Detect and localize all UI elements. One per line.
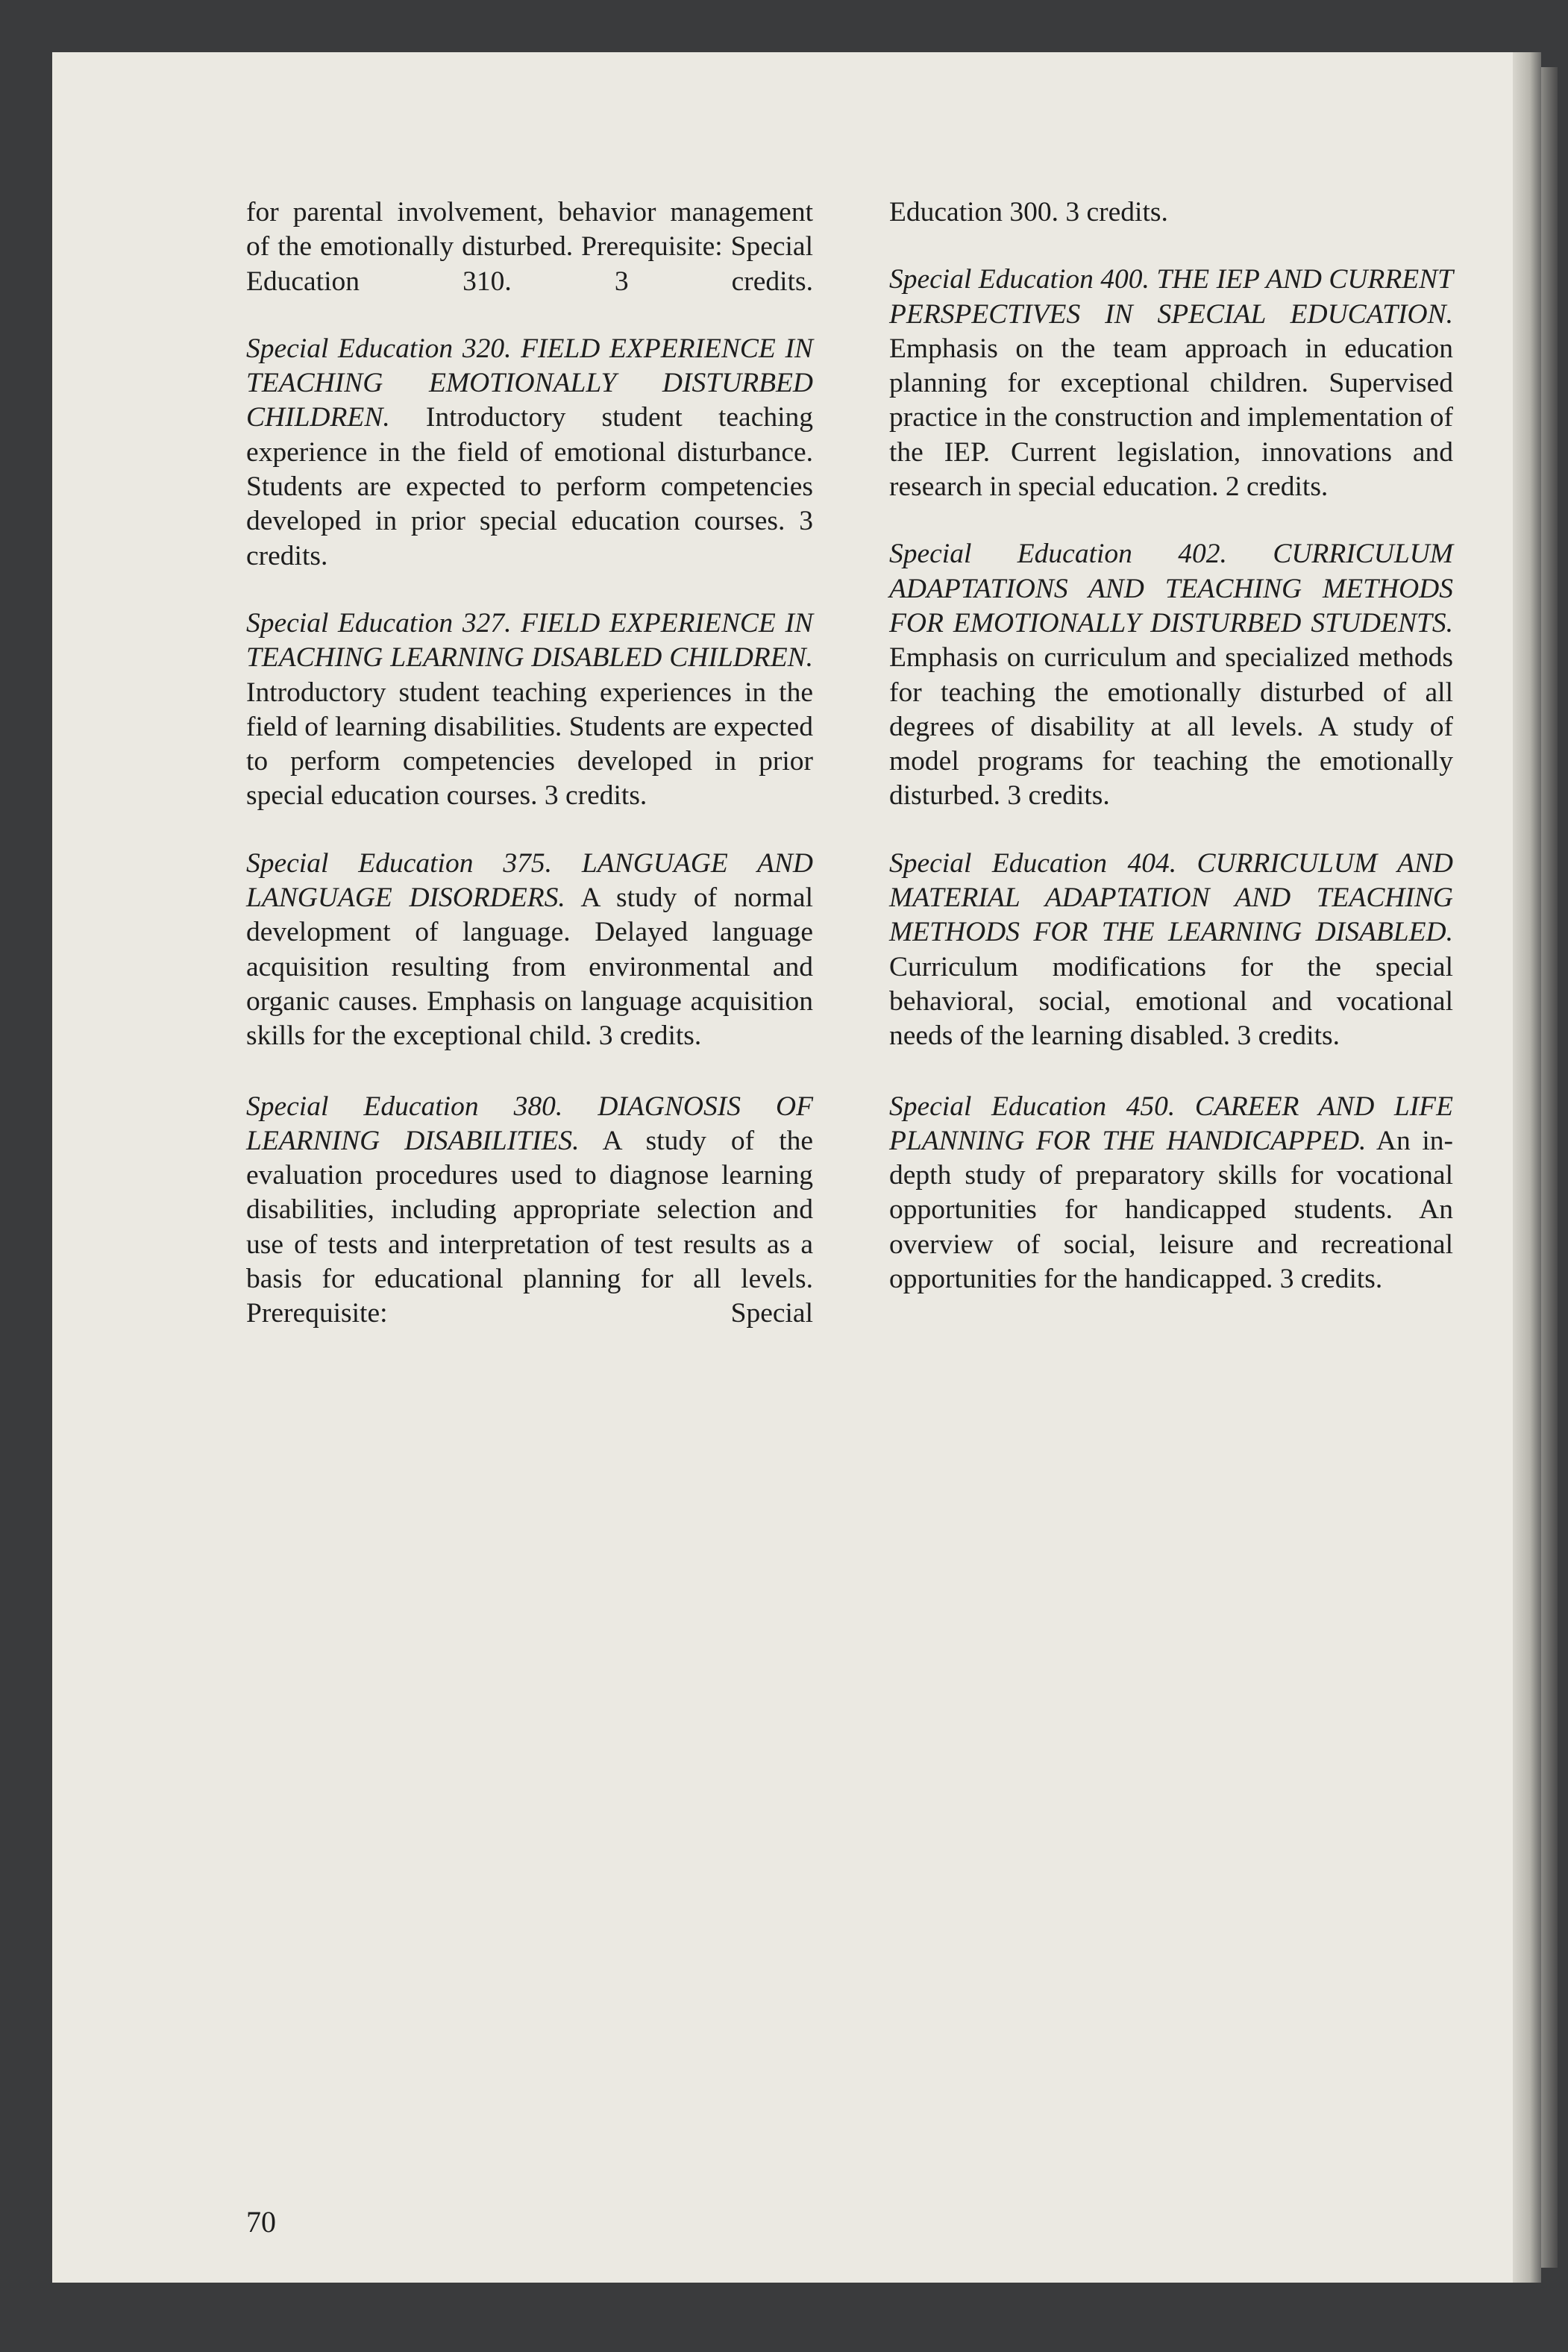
course-heading: Special Education 327. FIELD EXPERIENCE IN TEACHING LEARNING DISABLED CHILDREN. [246, 607, 813, 674]
course-entry [889, 263, 1453, 504]
course-entry [889, 847, 1453, 1054]
course-description: A study of the evaluation procedures used to diagnose learning disabilities, including appropriate selection and use of tests and interpretation of test results as a basis for educational planning for all levels. Prerequisite: Special [246, 1125, 814, 1329]
course-entry [246, 606, 813, 814]
course-heading: Special Education 375. LANGUAGE AND LANGUAGE DISORDERS. [246, 847, 813, 914]
course-description: Introductory student teaching experience in the field of emotional disturbance. Students are expected to perform competencies developed in prior special education courses. 3 credits. [246, 402, 814, 571]
course-heading: Special Education 400. THE IEP AND CURRENT PERSPECTIVES IN SPECIAL EDUCATION. [889, 264, 1453, 330]
course-description: Emphasis on the team approach in education planning for exceptional children. Supervised practice in the construction and implementation of the IEP. Current legislation, innovations and research in special education. 2 credits. [889, 333, 1454, 503]
course-description: Education 300. 3 credits. [889, 197, 1168, 228]
course-description: A study of normal development of language. Delayed language acquisition resulting from environmental and organic causes. Emphasis on language acquisition skills for the exceptional child. 3 credits. [246, 882, 813, 1052]
course-entry [889, 537, 1453, 813]
course-entry [889, 195, 1453, 230]
right-column [889, 195, 1453, 1329]
course-description: for parental involvement, behavior management of the emotionally disturbed. Prerequisite: Special Education 310. 3 credits. [246, 197, 813, 297]
page-number: 70 [246, 2205, 276, 2239]
course-entry [889, 1090, 1453, 1297]
course-entry [246, 1090, 813, 1332]
course-description: Introductory student teaching experiences in the field of learning disabilities. Students are expected to perform competencies developed in prior special education courses. 3 credits. [246, 677, 813, 812]
course-entry [246, 332, 813, 574]
course-heading: Special Education 404. CURRICULUM AND MATERIAL ADAPTATION AND TEACHING METHODS FOR THE LEARNING DISABLED. [889, 847, 1453, 948]
course-heading: Special Education 402. CURRICULUM ADAPTATIONS AND TEACHING METHODS FOR EMOTIONALLY DISTURBED STUDENTS. [889, 539, 1453, 639]
course-heading: Special Education 320. FIELD EXPERIENCE IN TEACHING EMOTIONALLY DISTURBED CHILDREN. [246, 333, 813, 433]
course-entry [246, 847, 813, 1054]
course-heading: Special Education 450. CAREER AND LIFE PLANNING FOR THE HANDICAPPED. [889, 1091, 1453, 1156]
page-edge [1513, 52, 1541, 2283]
binding-shadow [1541, 67, 1558, 2268]
left-column [246, 195, 813, 1364]
course-description: Curriculum modifications for the special behavioral, social, emotional and vocational needs of the learning disabled. 3 credits. [889, 951, 1453, 1052]
course-description: Emphasis on curriculum and specialized methods for teaching the emotionally disturbed of all degrees of disability at all levels. A study of model programs for teaching the emotionally disturbed. 3 credits. [889, 642, 1453, 812]
course-heading: Special Education 380. DIAGNOSIS OF LEARNING DISABILITIES. [246, 1091, 813, 1156]
course-description: An in-depth study of preparatory skills for vocational opportunities for handicapped students. An overview of social, leisure and recreational opportunities for the handicapped. 3 credits. [889, 1125, 1453, 1295]
course-entry [246, 195, 813, 299]
